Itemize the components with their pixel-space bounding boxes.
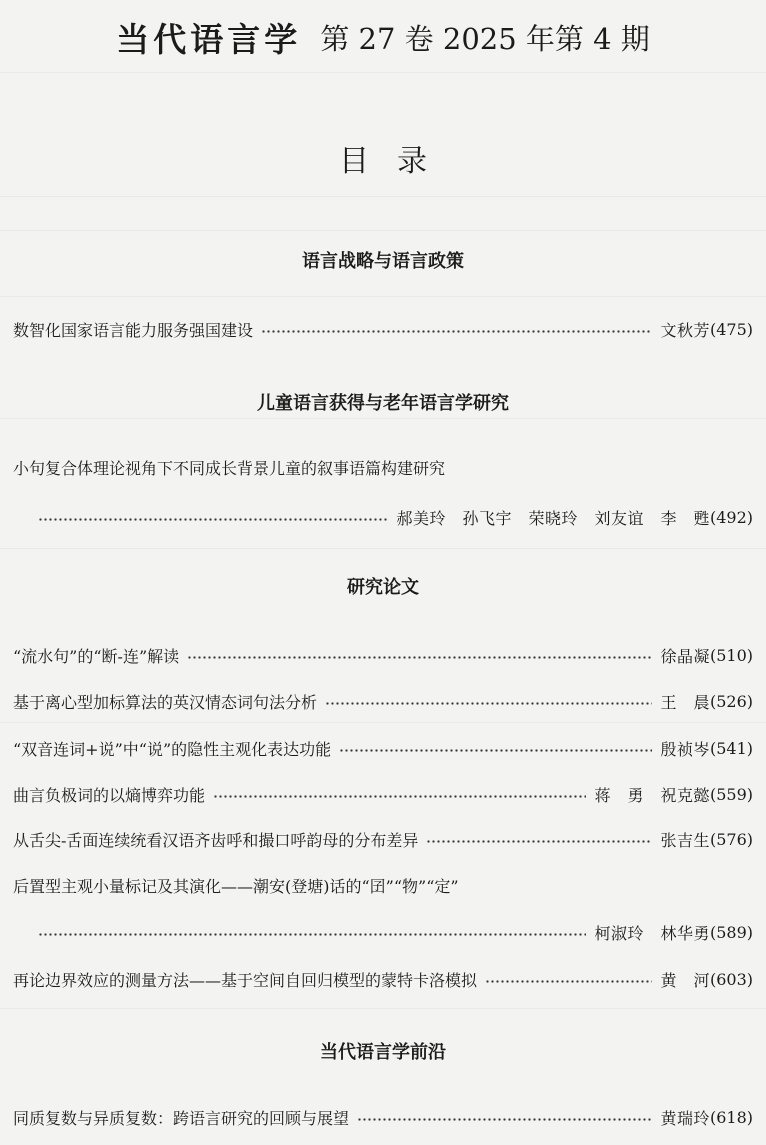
dot-leader	[187, 656, 652, 659]
page-header	[0, 14, 766, 61]
background-texture	[0, 548, 766, 549]
background-texture	[0, 1008, 766, 1009]
article-pages: (510)	[709, 645, 753, 665]
article-author: 黄 河	[660, 970, 710, 990]
toc-entry-title-line[interactable]	[13, 872, 459, 898]
toc-entry-title-line[interactable]	[13, 454, 445, 480]
article-author: 黄瑞玲	[660, 1108, 710, 1128]
dot-leader	[357, 1118, 652, 1121]
article-pages: (559)	[709, 784, 753, 804]
background-texture	[0, 418, 766, 419]
article-pages: (589)	[709, 922, 753, 942]
issue-info: 第 27 卷 2025 年第 4 期	[320, 22, 650, 56]
article-title: 曲言负极词的以熵博弈功能	[13, 785, 206, 805]
dot-leader	[38, 933, 586, 936]
article-title: “流水句”的“断-连”解读	[13, 646, 180, 666]
article-pages: (492)	[709, 507, 753, 527]
toc-entry[interactable]	[13, 1104, 753, 1130]
background-texture	[0, 722, 766, 723]
article-pages: (603)	[709, 969, 753, 989]
dot-leader	[485, 980, 652, 983]
toc-entry[interactable]	[13, 781, 753, 807]
article-title: 基于离心型加标算法的英汉情态词句法分析	[13, 692, 318, 712]
article-title: 后置型主观小量标记及其演化——潮安(登塘)话的“囝”“物”“定”	[13, 876, 459, 896]
article-pages: (618)	[709, 1107, 753, 1127]
dot-leader	[426, 840, 652, 843]
article-pages: (576)	[709, 829, 753, 849]
section-title-research-papers: 研究论文	[347, 577, 419, 598]
article-author: 徐晶凝	[660, 646, 710, 666]
toc-entry[interactable]	[13, 966, 753, 992]
article-title: 数智化国家语言能力服务强国建设	[13, 320, 254, 340]
article-author: 柯淑玲 林华勇	[594, 923, 710, 943]
article-author: 殷祯岑	[660, 739, 710, 759]
article-author: 王 晨	[660, 692, 710, 712]
toc-heading: 目录	[339, 144, 455, 179]
background-texture	[0, 296, 766, 297]
journal-name: 当代语言学	[116, 20, 302, 59]
section-title-frontiers: 当代语言学前沿	[320, 1042, 446, 1063]
toc-entry-continuation[interactable]	[38, 919, 753, 945]
dot-leader	[38, 518, 388, 521]
article-author: 文秋芳	[660, 320, 710, 340]
toc-entry[interactable]	[13, 826, 753, 852]
article-author: 郝美玲 孙飞宇 荣晓玲 刘友谊 李 甦	[396, 508, 710, 528]
dot-leader	[325, 702, 652, 705]
toc-entry[interactable]	[13, 688, 753, 714]
dot-leader	[213, 795, 586, 798]
section-title-language-strategy: 语言战略与语言政策	[302, 251, 464, 272]
dot-leader	[261, 330, 652, 333]
article-author: 张吉生	[660, 830, 710, 850]
background-texture	[0, 72, 766, 73]
toc-entry[interactable]	[13, 642, 753, 668]
background-texture	[0, 196, 766, 197]
dot-leader	[339, 749, 652, 752]
toc-entry[interactable]	[13, 735, 753, 761]
article-title: 小句复合体理论视角下不同成长背景儿童的叙事语篇构建研究	[13, 458, 446, 478]
article-title: 从舌尖-舌面连续统看汉语齐齿呼和撮口呼韵母的分布差异	[13, 830, 419, 850]
article-author: 蒋 勇 祝克懿	[594, 785, 710, 805]
article-pages: (475)	[709, 319, 753, 339]
article-pages: (526)	[709, 691, 753, 711]
article-title: “双音连词+说”中“说”的隐性主观化表达功能	[13, 739, 332, 759]
background-texture	[0, 230, 766, 231]
article-pages: (541)	[709, 738, 753, 758]
toc-entry[interactable]	[13, 316, 753, 342]
article-title: 同质复数与异质复数：跨语言研究的回顾与展望	[13, 1108, 350, 1128]
section-title-child-language: 儿童语言获得与老年语言学研究	[257, 393, 509, 414]
article-title: 再论边界效应的测量方法——基于空间自回归模型的蒙特卡洛模拟	[13, 970, 478, 990]
toc-entry-continuation[interactable]	[38, 504, 753, 530]
